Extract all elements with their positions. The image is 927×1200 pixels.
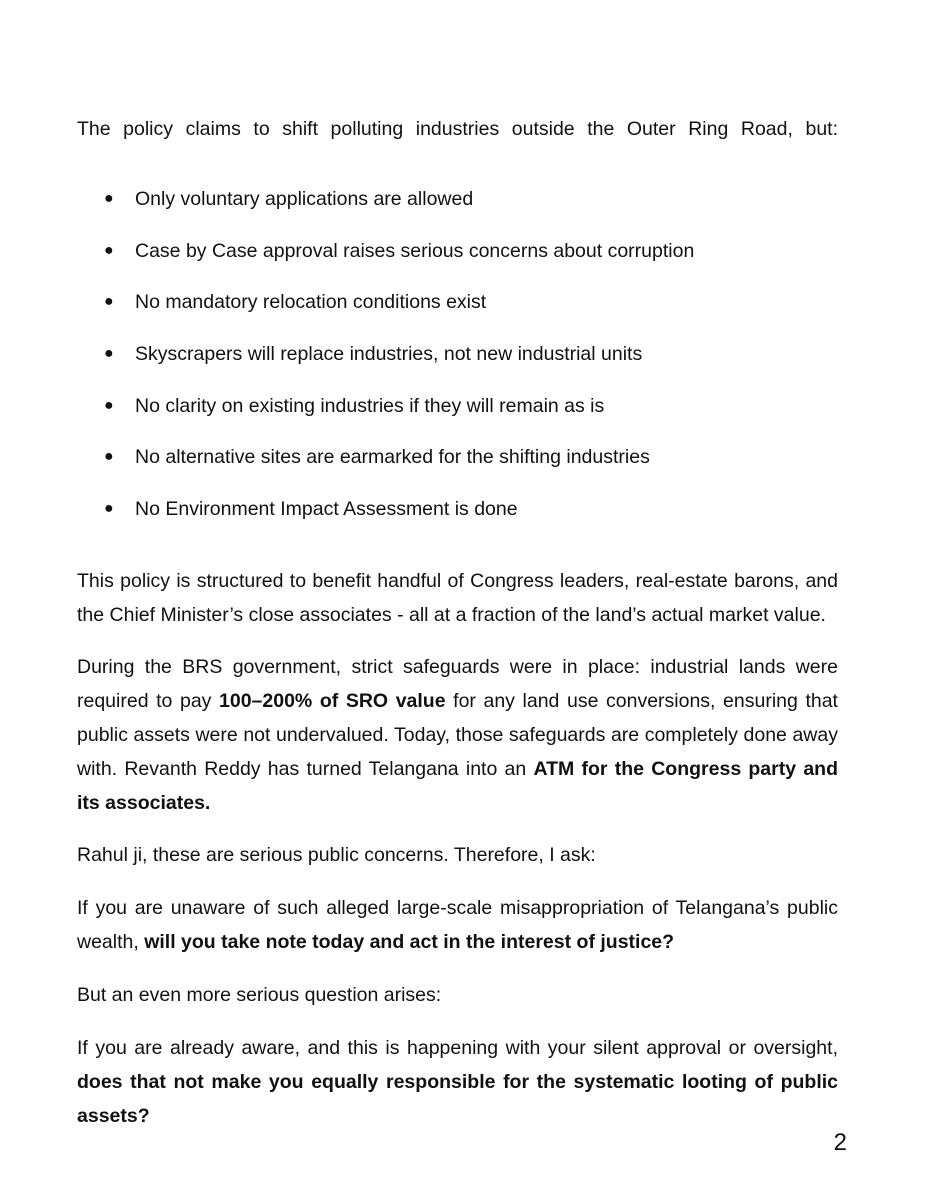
bullet-icon: ● xyxy=(104,500,114,518)
aware-question-paragraph: If you are already aware, and this is happening with your silent approval or oversight, does that not make you equally responsible for the systematic looting of public assets? xyxy=(77,1037,838,1127)
list-item: ● Skyscrapers will replace industries, not new industrial units xyxy=(109,337,694,389)
paragraph-line: This policy is structured to benefit handful of Congress leaders, real-estate barons, and xyxy=(77,570,838,592)
list-item: ● No alternative sites are earmarked for the shifting industries xyxy=(109,440,694,492)
bullet-icon: ● xyxy=(104,448,114,466)
bold-text: 100–200% of SRO value xyxy=(219,690,446,712)
bold-text: ATM for the Congress party and its associates. xyxy=(77,758,838,814)
list-item: ● No mandatory relocation conditions exist xyxy=(109,285,694,337)
bullet-icon: ● xyxy=(104,241,114,259)
brs-safeguards-paragraph: During the BRS government, strict safeguards were in place: industrial lands were required to pay 100–200% of SRO value for any land use conversions, ensuring that public assets were not undervalued. Today, those safeguards are completely done away with. Revanth Reddy has turned Telangana into an ATM for the Congress party and its associates. xyxy=(77,656,838,814)
intro-paragraph: The policy claims to shift polluting industries outside the Outer Ring Road, but: xyxy=(77,118,838,140)
bullet-icon: ● xyxy=(104,396,114,414)
policy-benefit-paragraph xyxy=(77,564,838,632)
list-item: ● No clarity on existing industries if they will remain as is xyxy=(109,389,694,441)
concerns-list xyxy=(104,182,695,544)
serious-question-paragraph: But an even more serious question arises: xyxy=(77,984,442,1006)
bullet-icon: ● xyxy=(104,345,114,363)
public-concerns-paragraph: Rahul ji, these are serious public concerns. Therefore, I ask: xyxy=(77,844,596,866)
list-item: ● No Environment Impact Assessment is done xyxy=(109,492,694,544)
document-page xyxy=(77,112,838,1127)
page-number: 2 xyxy=(833,1129,847,1156)
unaware-question-paragraph: If you are unaware of such alleged large-scale misappropriation of Telangana’s public wealth, will you take note today and act in the interest of justice? xyxy=(77,897,838,953)
bold-text: will you take note today and act in the interest of justice? xyxy=(144,931,675,953)
paragraph-line: the Chief Minister’s close associates - all at a fraction of the land’s actual market value. xyxy=(77,604,826,626)
bullet-icon: ● xyxy=(104,293,114,311)
list-item: ● Only voluntary applications are allowed xyxy=(109,182,694,234)
bold-text: does that not make you equally responsible for the systematic looting of public assets? xyxy=(77,1071,838,1127)
bullet-icon: ● xyxy=(104,190,114,207)
list-item: ● Case by Case approval raises serious concerns about corruption xyxy=(109,234,694,286)
